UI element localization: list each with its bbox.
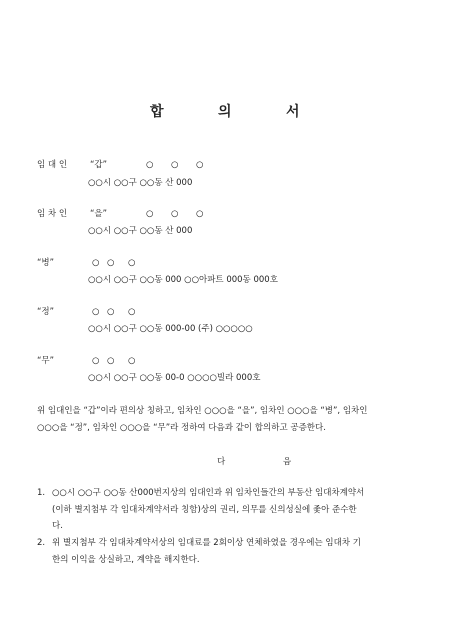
clause-line: ○○시 ○○구 ○○동 산000번지상의 임대인과 위 임차인들간의 부동산 임대차계약서	[52, 488, 365, 498]
party-address: ○○시 ○○구 ○○동 산 000	[88, 178, 193, 188]
party-mark: “병”	[37, 258, 55, 268]
party-name-char: ○	[107, 356, 115, 366]
party-mark: “을”	[90, 209, 108, 219]
party-name-char: ○	[107, 307, 115, 317]
party-role: 임 차 인	[37, 209, 68, 219]
intro-line-1: 위 임대인을 “갑”이라 편의상 칭하고, 임차인 ○○○을 “을”, 임차인 ○○○을 “병”, 임차인	[37, 406, 368, 416]
party-name-char: ○	[196, 209, 204, 219]
party-name-char: ○	[107, 258, 115, 268]
party-name-char: ○	[92, 356, 100, 366]
clause-line: (이하 별지첨부 각 임대차계약서라 칭함)상의 권리, 의무를 신의성실에 좇아 준수한	[52, 505, 357, 515]
heading-char-2: 음	[283, 457, 292, 467]
party-role: 임 대 인	[37, 160, 68, 170]
party-mark: “무”	[37, 356, 55, 366]
clause-line: 다.	[52, 521, 63, 531]
title-char-3: 서	[286, 104, 300, 120]
party-mark: “정”	[37, 307, 55, 317]
party-name-char: ○	[146, 209, 154, 219]
party-name-char: ○	[92, 307, 100, 317]
party-name-char: ○	[128, 356, 136, 366]
party-name-char: ○	[171, 209, 179, 219]
clause-line: 위 별지첨부 각 임대차계약서상의 임대료를 2회이상 연체하였을 경우에는 임대차 기	[52, 538, 361, 548]
party-name-char: ○	[128, 258, 136, 268]
party-name-char: ○	[92, 258, 100, 268]
title-char-1: 합	[150, 104, 164, 120]
clause-line: 한의 이익을 상실하고, 계약을 해지한다.	[52, 555, 200, 565]
party-address: ○○시 ○○구 ○○동 000 ○○아파트 000동 000호	[88, 275, 278, 285]
clause-number: 1.	[37, 488, 46, 498]
party-name-char: ○	[128, 307, 136, 317]
party-mark: “갑”	[90, 160, 108, 170]
intro-line-2: ○○○을 “정”, 임차인 ○○○을 “무”라 정하여 다음과 같이 합의하고 공증한다.	[37, 423, 326, 433]
party-address: ○○시 ○○구 ○○동 000-00 (주) ○○○○○	[88, 324, 253, 334]
party-name-char: ○	[171, 160, 179, 170]
party-address: ○○시 ○○구 ○○동 산 000	[88, 226, 193, 236]
party-name-char: ○	[196, 160, 204, 170]
title-char-2: 의	[218, 104, 232, 120]
party-name-char: ○	[146, 160, 154, 170]
party-address: ○○시 ○○구 ○○동 00-0 ○○○○빌라 000호	[88, 373, 261, 383]
heading-char-1: 다	[217, 457, 226, 467]
clause-number: 2.	[37, 538, 46, 548]
